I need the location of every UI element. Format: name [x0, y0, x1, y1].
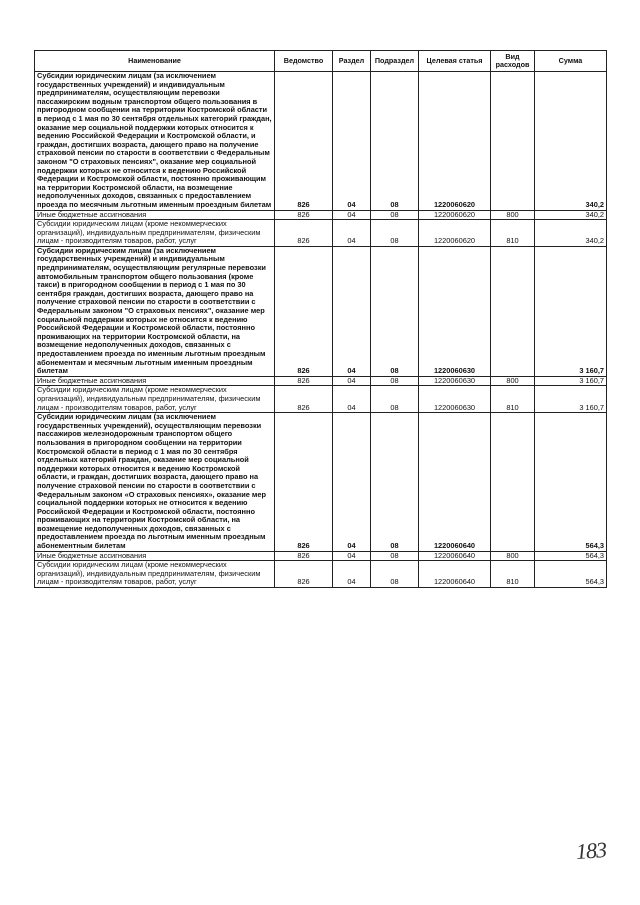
cell-dept: 826	[275, 561, 333, 588]
cell-subsection: 08	[371, 561, 419, 588]
cell-target: 1220060630	[419, 246, 491, 376]
budget-table-container	[34, 50, 606, 588]
budget-table	[34, 50, 607, 588]
cell-section: 04	[333, 561, 371, 588]
cell-name: Иные бюджетные ассигнования	[35, 210, 275, 220]
cell-dept: 826	[275, 386, 333, 413]
cell-target: 1220060640	[419, 551, 491, 561]
header-subsection: Подраздел	[371, 51, 419, 72]
cell-target: 1220060640	[419, 413, 491, 552]
cell-expense-type	[491, 72, 535, 211]
cell-amount: 3 160,7	[535, 246, 607, 376]
cell-target: 1220060630	[419, 386, 491, 413]
cell-section: 04	[333, 413, 371, 552]
header-target: Целевая статья	[419, 51, 491, 72]
cell-amount: 564,3	[535, 413, 607, 552]
cell-amount: 340,2	[535, 210, 607, 220]
cell-amount: 3 160,7	[535, 376, 607, 386]
cell-subsection: 08	[371, 210, 419, 220]
cell-dept: 826	[275, 376, 333, 386]
cell-dept: 826	[275, 246, 333, 376]
cell-section: 04	[333, 210, 371, 220]
header-section: Раздел	[333, 51, 371, 72]
cell-dept: 826	[275, 220, 333, 247]
cell-section: 04	[333, 386, 371, 413]
cell-dept: 826	[275, 210, 333, 220]
table-header-row	[35, 51, 607, 72]
cell-dept: 826	[275, 551, 333, 561]
cell-expense-type: 810	[491, 220, 535, 247]
cell-target: 1220060620	[419, 220, 491, 247]
cell-subsection: 08	[371, 72, 419, 211]
cell-expense-type	[491, 413, 535, 552]
header-amount: Сумма	[535, 51, 607, 72]
table-row	[35, 246, 607, 376]
table-row	[35, 561, 607, 588]
cell-name: Субсидии юридическим лицам (за исключением государственных учреждений), осуществляющим перевозки пассажиров железнодорожным транспортом общего пользования в пригородном сообщении на территории Костромской области в период с 1 мая по 30 сентября отдельных категорий граждан, оказание мер социальной поддержки которых относится к ведению Костромской области, и граждан, достигших возраста, дающего право на получение страховой пенсии по старости в соответствии с Федеральным законом «О страховых пенсиях», оказание мер социальной поддержки которых не относится к ведению Российской Федерации и Костромской области, постоянно проживающих на территории Костромской области, на возмещение недополученных доходов, связанных с предоставлением проезда по льготным именным проездным абонементным билетам	[35, 413, 275, 552]
cell-dept: 826	[275, 413, 333, 552]
cell-amount: 3 160,7	[535, 386, 607, 413]
cell-target: 1220060620	[419, 210, 491, 220]
cell-section: 04	[333, 246, 371, 376]
cell-subsection: 08	[371, 413, 419, 552]
cell-subsection: 08	[371, 386, 419, 413]
cell-target: 1220060630	[419, 376, 491, 386]
table-row	[35, 220, 607, 247]
cell-amount: 340,2	[535, 72, 607, 211]
cell-subsection: 08	[371, 246, 419, 376]
table-row	[35, 386, 607, 413]
page-number: 183	[575, 836, 607, 865]
cell-name: Иные бюджетные ассигнования	[35, 376, 275, 386]
cell-expense-type	[491, 246, 535, 376]
header-name: Наименование	[35, 51, 275, 72]
cell-section: 04	[333, 551, 371, 561]
cell-section: 04	[333, 376, 371, 386]
table-row	[35, 72, 607, 211]
cell-subsection: 08	[371, 220, 419, 247]
table-body	[35, 72, 607, 588]
cell-subsection: 08	[371, 551, 419, 561]
cell-target: 1220060620	[419, 72, 491, 211]
cell-expense-type: 800	[491, 210, 535, 220]
cell-name: Субсидии юридическим лицам (кроме некоммерческих организаций), индивидуальным предпринимателям, физическим лицам - производителям товаров, работ, услуг	[35, 561, 275, 588]
cell-section: 04	[333, 72, 371, 211]
cell-amount: 340,2	[535, 220, 607, 247]
cell-target: 1220060640	[419, 561, 491, 588]
header-dept: Ведомство	[275, 51, 333, 72]
cell-expense-type: 800	[491, 551, 535, 561]
table-row	[35, 413, 607, 552]
cell-amount: 564,3	[535, 551, 607, 561]
cell-name: Иные бюджетные ассигнования	[35, 551, 275, 561]
cell-name: Субсидии юридическим лицам (за исключением государственных учреждений) и индивидуальным предпринимателям, осуществляющим перевозки пассажирским водным транспортом общего пользования в пригородном сообщении на территории Костромской области в период с 1 мая по 30 сентября отдельных категорий граждан, оказание мер социальной поддержки которых относится к ведению Российской Федерации и Костромской области, и граждан, достигших возраста, дающего право на получение страховой пенсии по старости в соответствии с Федеральным законом "О страховых пенсиях", оказание мер социальной поддержки которых не относится к ведению Российской Федерации и Костромской области, постоянно проживающим на территории Костромской области, на возмещение недополученных доходов, связанных с предоставлением проезда по месячным льготным именным проездным билетам	[35, 72, 275, 211]
cell-name: Субсидии юридическим лицам (кроме некоммерческих организаций), индивидуальным предпринимателям, физическим лицам - производителям товаров, работ, услуг	[35, 386, 275, 413]
cell-name: Субсидии юридическим лицам (кроме некоммерческих организаций), индивидуальным предпринимателям, физическим лицам - производителям товаров, работ, услуг	[35, 220, 275, 247]
cell-amount: 564,3	[535, 561, 607, 588]
cell-dept: 826	[275, 72, 333, 211]
cell-subsection: 08	[371, 376, 419, 386]
cell-expense-type: 810	[491, 386, 535, 413]
header-expense-type: Вид расходов	[491, 51, 535, 72]
cell-expense-type: 800	[491, 376, 535, 386]
cell-name: Субсидии юридическим лицам (за исключением государственных учреждений) и индивидуальным предпринимателям, осуществляющим регулярные перевозки автомобильным транспортом общего пользования (кроме такси) в пригородном сообщении в период с 1 мая по 30 сентября граждан, достигших возраста, дающего право на получение страховой пенсии по старости в соответствии с Федеральным законом "О страховых пенсиях", оказание мер социальной поддержки которых не относится к ведению Российской Федерации и Костромской области, постоянно проживающих на территории Костромской области, на возмещение недополученных доходов, связанных с предоставлением проезда по именным льготным проездным абонементам и месячным льготным именным проездным билетам	[35, 246, 275, 376]
cell-expense-type: 810	[491, 561, 535, 588]
cell-section: 04	[333, 220, 371, 247]
